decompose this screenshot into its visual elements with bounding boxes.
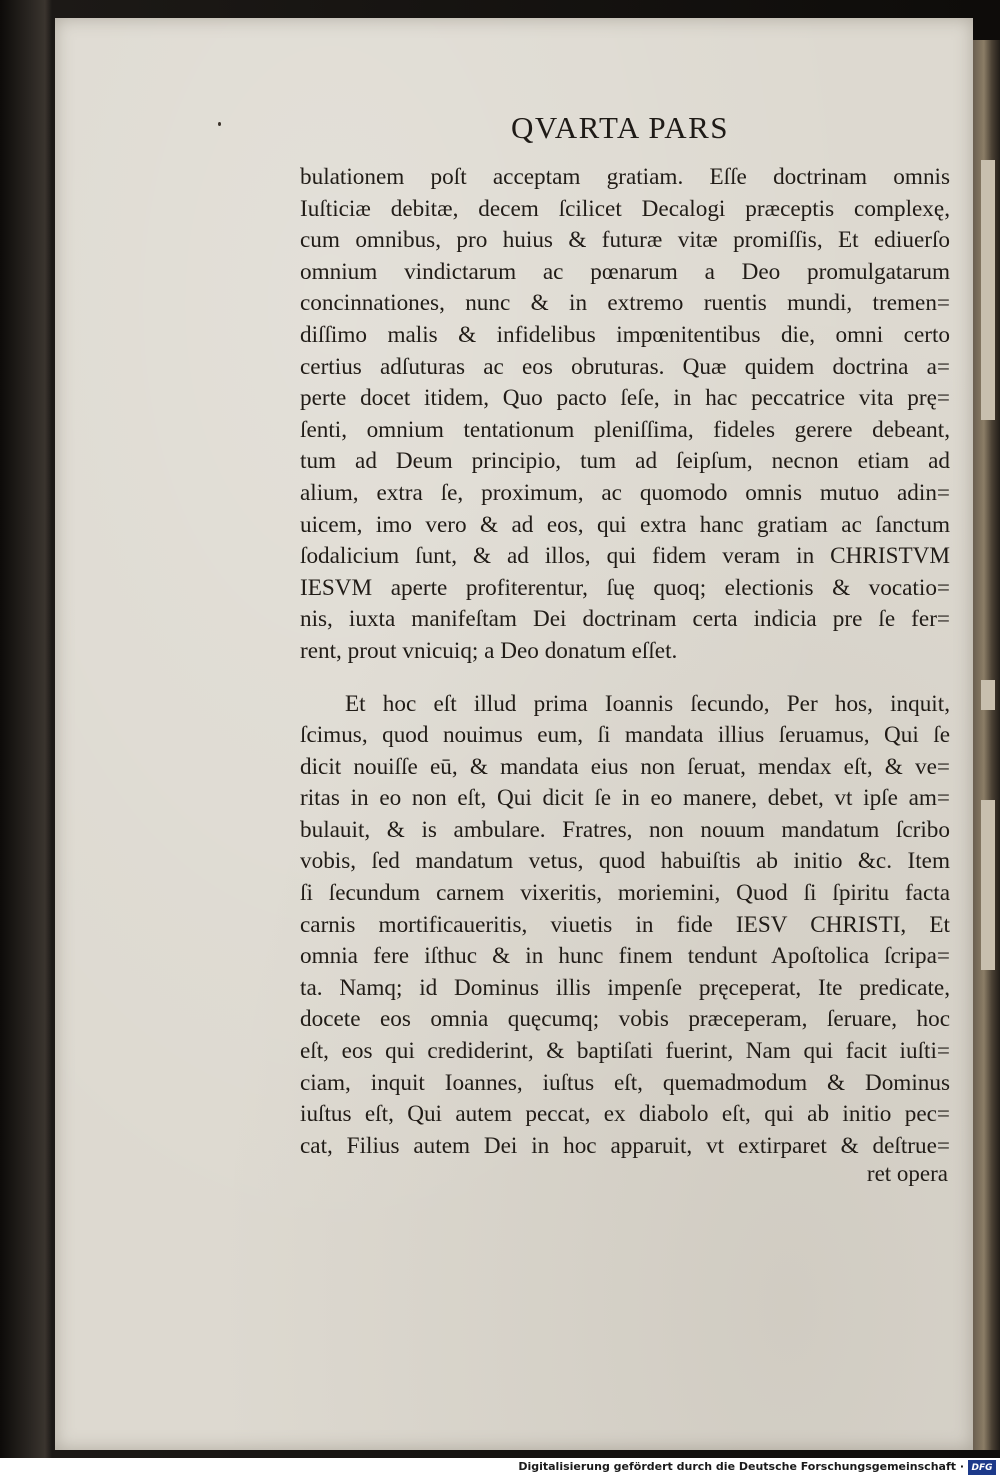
text-line: omnium vindictarum ac pœnarum a Deo promulgatarum	[300, 258, 950, 285]
paragraph-2	[300, 689, 950, 1163]
text-line: rent, prout vnicuiq; a Deo donatum eſſet.	[300, 637, 678, 664]
text-line: Iuſticiæ debitæ, decem ſcilicet Decalogi præceptis complexę,	[300, 195, 950, 222]
text-line: bulauit, & is ambulare. Fratres, non nouum mandatum ſcribo	[300, 816, 950, 843]
text-line: ciam, inquit Ioannes, iuſtus eſt, quemadmodum & Dominus	[300, 1069, 950, 1096]
text-line: docete eos omnia quęcumq; vobis præceperam, ſeruare, hoc	[300, 1006, 950, 1033]
text-line: ta. Namq; id Dominus illis impenſe pręceperat, Ite predicate,	[300, 974, 950, 1001]
text-line: certius adſuturas ac eos obruturas. Quæ quidem doctrina a=	[300, 353, 950, 380]
text-line: ſi ſecundum carnem vixeritis, moriemini, Quod ſi ſpiritu facta	[300, 880, 950, 907]
main-text	[300, 162, 950, 1162]
dfg-logo-icon: DFG	[968, 1460, 996, 1475]
text-line: Et hoc eſt illud prima Ioannis ſecundo, Per hos, inquit,	[345, 690, 950, 717]
footer-bar	[0, 1458, 1000, 1478]
text-line: IESVM aperte profiterentur, ſuę quoq; electionis & vocatio=	[300, 574, 950, 601]
text-line: dicit nouiſſe eū, & mandata eius non ſeruat, mendax eſt, & ve=	[300, 753, 950, 780]
text-line: ſenti, omnium tentationum pleniſſima, fideles gerere debeant,	[300, 416, 950, 443]
text-line: nis, iuxta manifeſtam Dei doctrinam certa indicia pre ſe fer=	[300, 606, 950, 633]
book-edge	[973, 40, 1000, 1450]
text-line: iuſtus eſt, Qui autem peccat, ex diabolo eſt, qui ab initio pec=	[300, 1101, 950, 1128]
text-line: uicem, imo vero & ad eos, qui extra hanc gratiam ac ſanctum	[300, 511, 950, 538]
text-line: diſſimo malis & infidelibus impœnitentibus die, omni certo	[300, 321, 950, 348]
footer-credit: Digitalisierung gefördert durch die Deutsche Forschungsgemeinschaft ·	[518, 1460, 964, 1473]
text-line: perte docet itidem, Quo pacto ſeſe, in hac peccatrice vita prę=	[300, 385, 950, 412]
text-line: cat, Filius autem Dei in hoc apparuit, vt extirparet & deſtrue=	[300, 1132, 950, 1159]
text-line: ſodalicium ſunt, & ad illos, qui fidem veram in CHRISTVM	[300, 543, 950, 570]
text-line: bulationem poſt acceptam gratiam. Eſſe doctrinam omnis	[300, 164, 950, 190]
text-line: carnis mortificaueritis, viuetis in fide IESV CHRISTI, Et	[300, 911, 950, 938]
text-line: ſcimus, quod nouimus eum, ſi mandata illius ſeruamus, Qui ſe	[300, 722, 950, 749]
text-line: eſt, eos qui crediderint, & baptiſati fuerint, Nam qui facit iuſti=	[300, 1038, 950, 1065]
text-line: vobis, ſed mandatum vetus, quod habuiſtis ab initio &c. Item	[300, 848, 950, 875]
text-line: tum ad Deum principio, tum ad ſeipſum, necnon etiam ad	[300, 448, 950, 475]
paragraph-1	[300, 162, 950, 668]
running-header: QVARTA PARS	[510, 110, 730, 145]
text-line: concinnationes, nunc & in extremo ruentis mundi, tremen=	[300, 290, 950, 317]
text-line: alium, extra ſe, proximum, ac quomodo omnis mutuo adin=	[300, 479, 950, 506]
ink-speck	[218, 122, 221, 126]
catchword: ret opera	[866, 1161, 948, 1186]
text-line: omnia fere iſthuc & in hunc finem tendunt Apoſtolica ſcripa=	[300, 943, 950, 970]
text-line: ritas in eo non eſt, Qui dicit ſe in eo manere, debet, vt ipſe am=	[300, 785, 950, 812]
text-line: cum omnibus, pro huius & futuræ vitæ promiſſis, Et ediuerſo	[300, 227, 950, 254]
